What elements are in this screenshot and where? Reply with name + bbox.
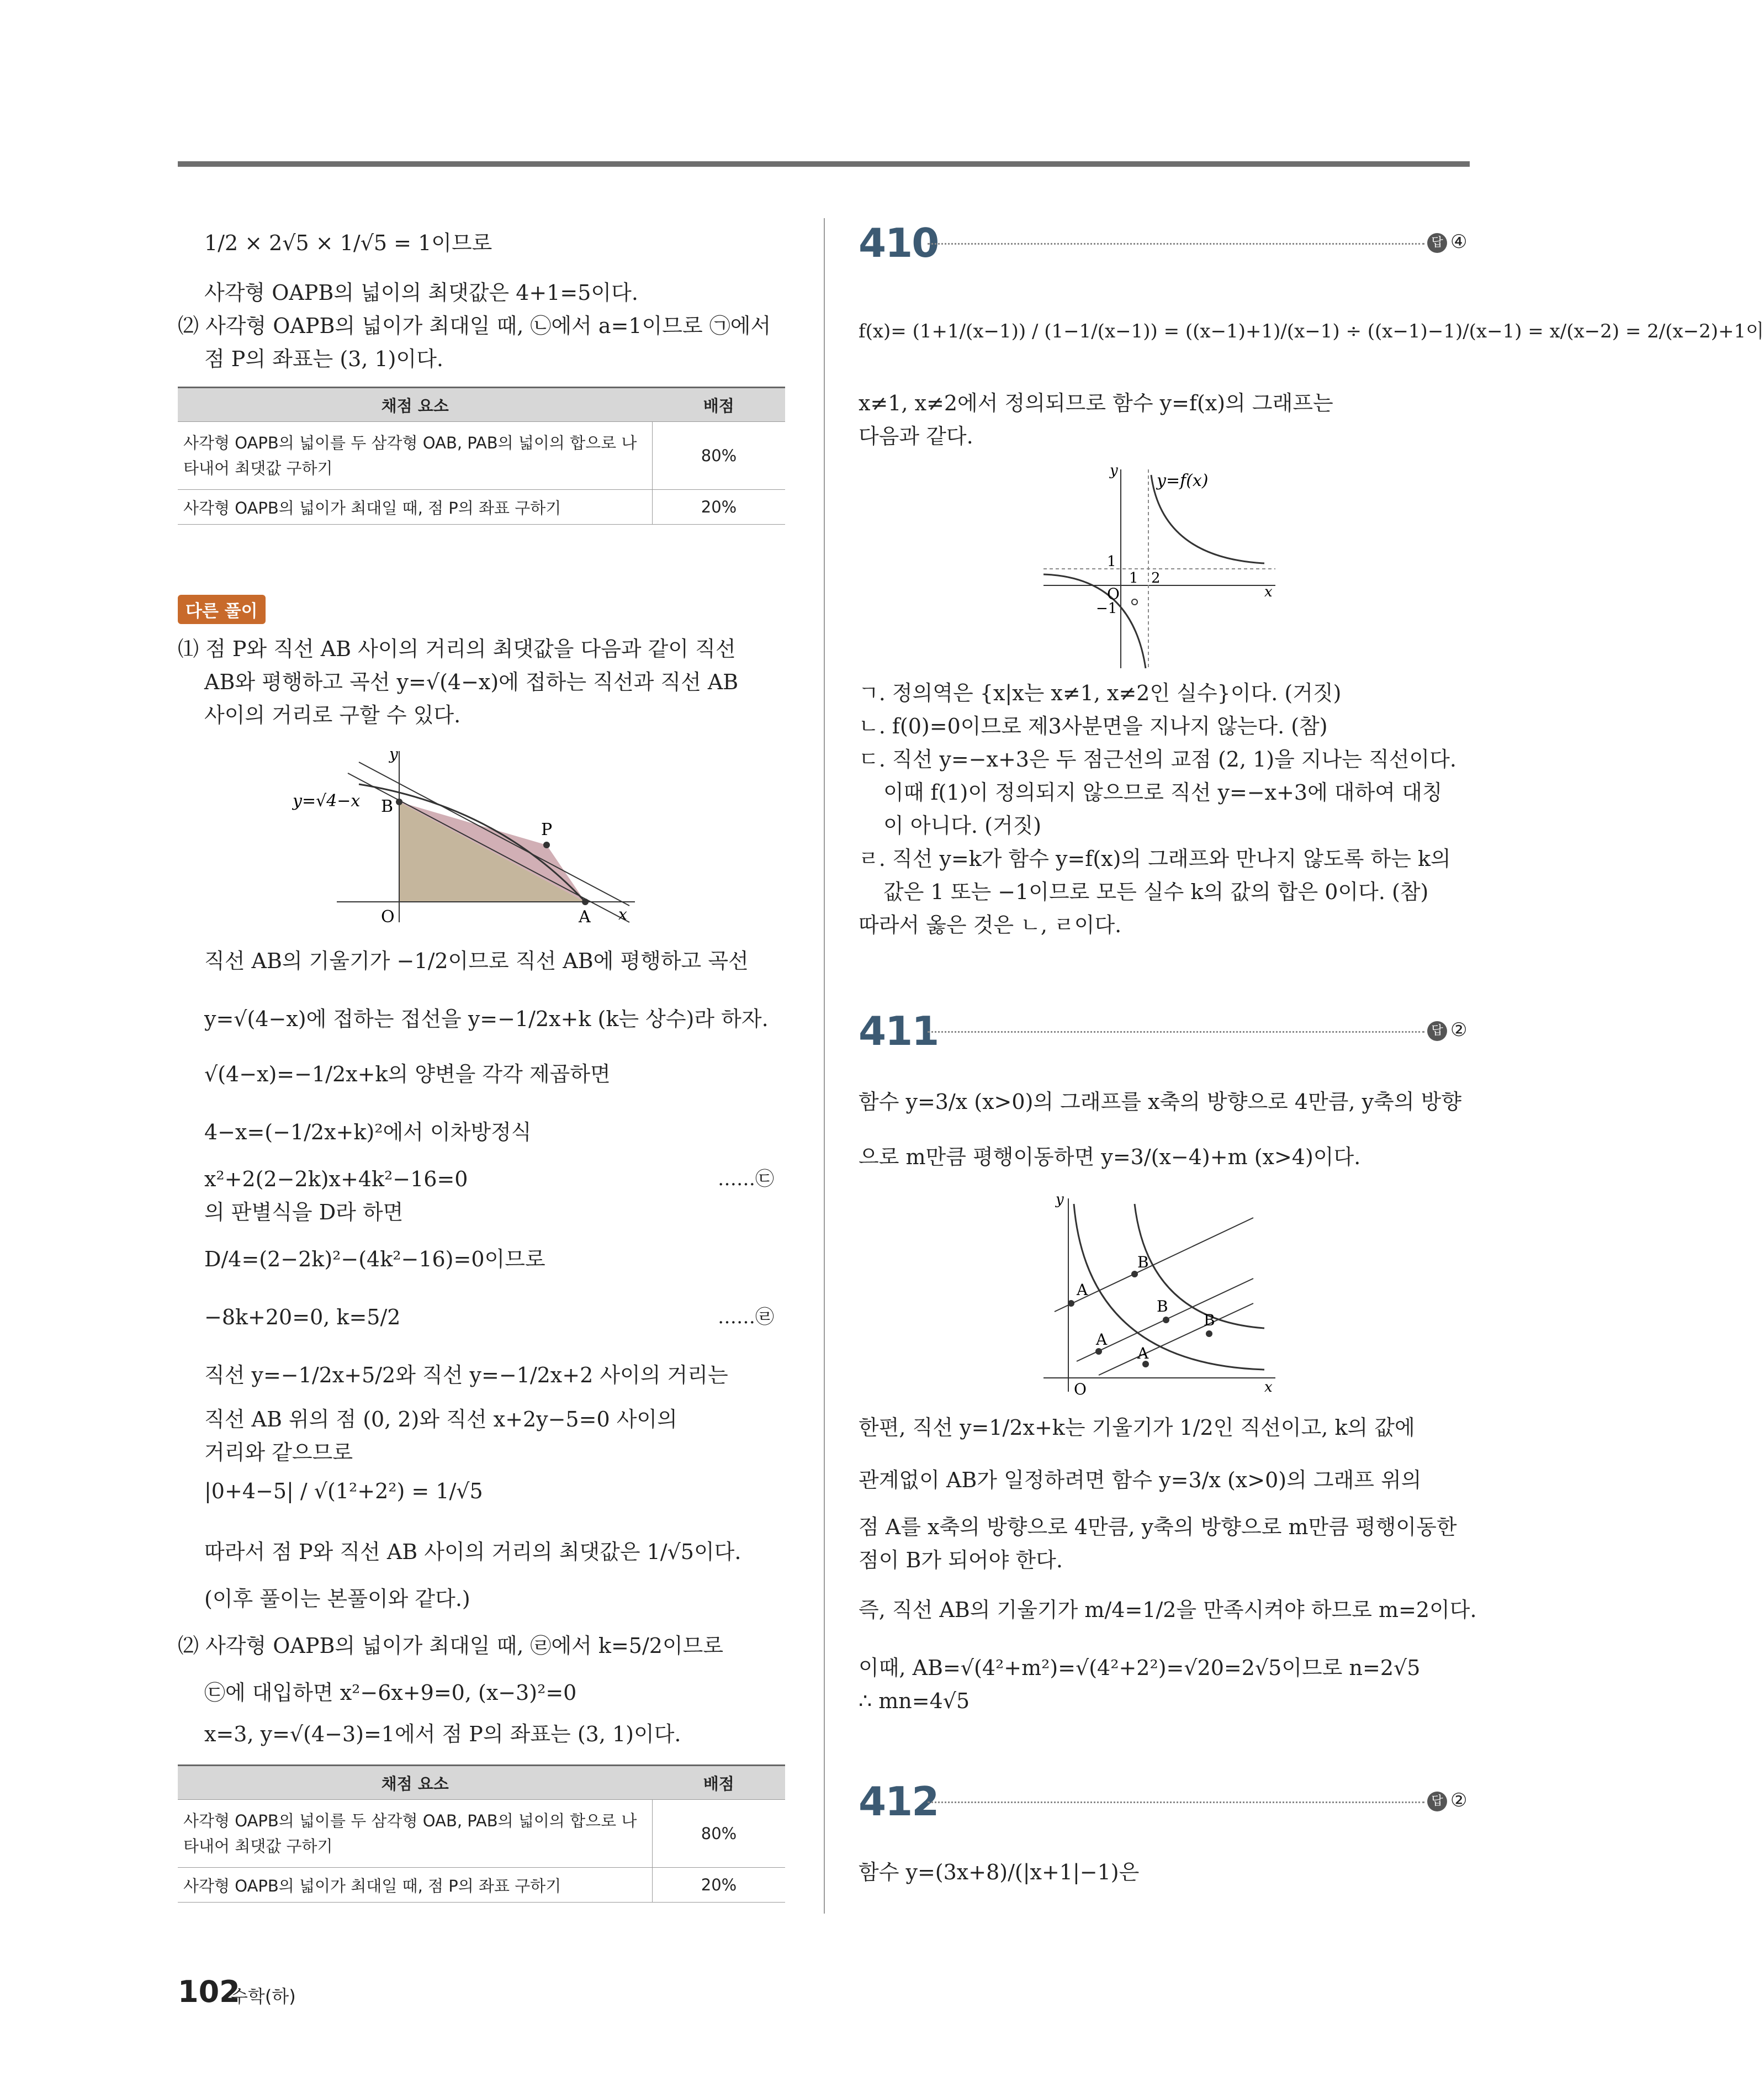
scoring-table-2 bbox=[178, 1764, 785, 1903]
q410-line-3: 다음과 같다. bbox=[859, 424, 973, 448]
label-y: y bbox=[389, 745, 398, 763]
q411-line-4: 관계없이 AB가 일정하려면 함수 y=3/x (x>0)의 그래프 위의 bbox=[859, 1468, 1422, 1492]
point-b bbox=[396, 799, 402, 805]
sol-line-15: ⑵ 사각형 OAPB의 넓이가 최대일 때, ㉣에서 k=5/2이므로 bbox=[178, 1634, 724, 1658]
table-cell: 사각형 OAPB의 넓이가 최대일 때, 점 P의 좌표 구하기 bbox=[178, 1868, 653, 1903]
sol-line-10: 직선 AB 위의 점 (0, 2)와 직선 x+2y−5=0 사이의 bbox=[204, 1407, 677, 1431]
q410-stmt-2: ㄴ. f(0)=0이므로 제3사분면을 지나지 않는다. (참) bbox=[859, 714, 1328, 738]
table-header-score: 배점 bbox=[653, 388, 786, 422]
sol-line-6: 의 판별식을 D라 하면 bbox=[204, 1200, 404, 1224]
left-line-1: 1/2 × 2√5 × 1/√5 = 1이므로 bbox=[204, 231, 492, 255]
parallel-line-3 bbox=[1099, 1303, 1253, 1375]
q410-stmt-3: ㄷ. 직선 y=−x+3은 두 점근선의 교점 (2, 1)을 지나는 직선이다. bbox=[859, 747, 1457, 772]
q412-line-1: 함수 y=(3x+8)/(|x+1|−1)은 bbox=[859, 1860, 1140, 1884]
q410-stmt-8: 따라서 옳은 것은 ㄴ, ㄹ이다. bbox=[859, 913, 1122, 937]
answer-icon: 답 bbox=[1427, 1792, 1447, 1811]
marker-d: ……㉣ bbox=[718, 1306, 774, 1328]
graph-411 bbox=[1043, 1187, 1286, 1397]
column-divider bbox=[824, 218, 825, 1914]
sol-line-8: −8k+20=0, k=5/2 bbox=[204, 1305, 401, 1329]
label-y: y bbox=[1110, 462, 1118, 479]
label-o: O bbox=[381, 907, 395, 927]
curve-label: y=√4−x bbox=[293, 791, 361, 811]
q411-line-6: 점이 B가 되어야 한다. bbox=[859, 1548, 1063, 1572]
answer-icon: 답 bbox=[1427, 1021, 1447, 1041]
sol-line-1: 직선 AB의 기울기가 −1/2이므로 직선 AB에 평행하고 곡선 bbox=[204, 949, 749, 973]
table-header-score: 배점 bbox=[653, 1766, 786, 1800]
answer-value: ② bbox=[1450, 1019, 1468, 1041]
dotted-leader bbox=[928, 243, 1424, 245]
question-number-411: 411 bbox=[859, 1008, 939, 1054]
q411-line-8: 이때, AB=√(4²+m²)=√(4²+2²)=√20=2√5이므로 n=2√5 bbox=[859, 1656, 1421, 1680]
left-line-2: 사각형 OAPB의 넓이의 최댓값은 4+1=5이다. bbox=[204, 281, 638, 305]
table-cell: 사각형 OAPB의 넓이가 최대일 때, 점 P의 좌표 구하기 bbox=[178, 490, 653, 525]
point-b3 bbox=[1206, 1330, 1212, 1337]
answer-410 bbox=[1427, 231, 1467, 253]
graph-sqrt-curve bbox=[276, 740, 651, 928]
sol-line-4: 4−x=(−1/2x+k)²에서 이차방정식 bbox=[204, 1120, 532, 1144]
q410-stmt-4: 이때 f(1)이 정의되지 않으므로 직선 y=−x+3에 대하여 대칭 bbox=[883, 780, 1443, 805]
q411-line-5: 점 A를 x축의 방향으로 4만큼, y축의 방향으로 m만큼 평행이동한 bbox=[859, 1515, 1457, 1539]
label-x: x bbox=[1264, 1379, 1273, 1396]
label-x: x bbox=[1264, 584, 1273, 600]
q411-line-1: 함수 y=3/x (x>0)의 그래프를 x축의 방향으로 4만큼, y축의 방향 bbox=[859, 1090, 1462, 1114]
table-cell: 80% bbox=[653, 422, 786, 490]
label-b2: B bbox=[1157, 1297, 1168, 1315]
sol-line-12: |0+4−5| / √(1²+2²) = 1/√5 bbox=[204, 1479, 483, 1503]
table-cell: 20% bbox=[653, 1868, 786, 1903]
q411-line-7: 즉, 직선 AB의 기울기가 m/4=1/2을 만족시켜야 하므로 m=2이다. bbox=[859, 1598, 1477, 1622]
sol-line-17: x=3, y=√(4−3)=1에서 점 P의 좌표는 (3, 1)이다. bbox=[204, 1722, 681, 1746]
page-number: 102 bbox=[178, 1974, 240, 2009]
label-b1: B bbox=[1137, 1253, 1149, 1271]
q411-line-3: 한편, 직선 y=1/2x+k는 기울기가 1/2인 직선이고, k의 값에 bbox=[859, 1415, 1415, 1440]
alt-line-3: 사이의 거리로 구할 수 있다. bbox=[204, 703, 461, 727]
marker-c: ……㉢ bbox=[718, 1168, 774, 1190]
answer-412 bbox=[1427, 1789, 1467, 1811]
top-rule bbox=[178, 161, 1470, 167]
answer-value: ② bbox=[1450, 1789, 1468, 1811]
sol-line-2: y=√(4−x)에 접하는 접선을 y=−1/2x+k (k는 상수)라 하자. bbox=[204, 1007, 769, 1031]
q410-stmt-1: ㄱ. 정의역은 {x|x는 x≠1, x≠2인 실수}이다. (거짓) bbox=[859, 681, 1342, 705]
label-1-y: 1 bbox=[1107, 553, 1116, 570]
label-o: O bbox=[1107, 585, 1120, 603]
dotted-leader bbox=[928, 1801, 1424, 1803]
table-row bbox=[178, 1868, 785, 1903]
table-cell: 80% bbox=[653, 1800, 786, 1868]
table-cell: 20% bbox=[653, 490, 786, 525]
sol-line-11: 거리와 같으므로 bbox=[204, 1440, 353, 1465]
q410-stmt-5: 이 아니다. (거짓) bbox=[883, 813, 1042, 838]
label-fx: y=f(x) bbox=[1157, 471, 1209, 490]
label-p: P bbox=[541, 820, 553, 839]
curve-shifted bbox=[1135, 1204, 1264, 1328]
sol-line-3: √(4−x)=−1/2x+k의 양변을 각각 제곱하면 bbox=[204, 1062, 611, 1086]
scoring-table-1 bbox=[178, 387, 785, 525]
sol-line-16: ㉢에 대입하면 x²−6x+9=0, (x−3)²=0 bbox=[204, 1681, 577, 1705]
label-x: x bbox=[618, 905, 627, 923]
label-a2: A bbox=[1096, 1330, 1108, 1349]
answer-value: ④ bbox=[1450, 231, 1468, 253]
label-o: O bbox=[1074, 1380, 1087, 1398]
label-a1: A bbox=[1077, 1281, 1088, 1299]
point-b1 bbox=[1131, 1271, 1138, 1277]
question-number-412: 412 bbox=[859, 1778, 939, 1825]
left-line-3: ⑵ 사각형 OAPB의 넓이가 최대일 때, ㉡에서 a=1이므로 ㉠에서 bbox=[178, 314, 771, 338]
q410-line-1: f(x)= (1+1/(x−1)) / (1−1/(x−1)) = ((x−1)+1)/(x−1) ÷ ((x−1)−1)/(x−1) = x/(x−2) = 2/(x−2)+1이 bbox=[859, 320, 1764, 342]
alt-solution-badge: 다른 풀이 bbox=[178, 595, 266, 624]
table-header-criteria: 채점 요소 bbox=[178, 1766, 653, 1800]
dotted-leader bbox=[928, 1031, 1424, 1033]
label-2-x: 2 bbox=[1151, 570, 1161, 587]
subject-title: 수학(하) bbox=[231, 1986, 296, 2007]
answer-411 bbox=[1427, 1019, 1467, 1041]
label-neg1: −1 bbox=[1096, 600, 1117, 617]
table-row bbox=[178, 1800, 785, 1868]
label-b3: B bbox=[1204, 1311, 1215, 1329]
alt-line-1: ⑴ 점 P와 직선 AB 사이의 거리의 최댓값을 다음과 같이 직선 bbox=[178, 637, 736, 661]
point-a bbox=[582, 899, 589, 905]
hole-point bbox=[1132, 599, 1137, 605]
q410-stmt-6: ㄹ. 직선 y=k가 함수 y=f(x)의 그래프와 만나지 않도록 하는 k의 bbox=[859, 847, 1451, 871]
curve-left-branch bbox=[1043, 574, 1146, 668]
table-header-criteria: 채점 요소 bbox=[178, 388, 653, 422]
question-number-410: 410 bbox=[859, 220, 939, 266]
point-a2 bbox=[1095, 1348, 1102, 1355]
q411-line-9: ∴ mn=4√5 bbox=[859, 1689, 970, 1713]
table-row bbox=[178, 490, 785, 525]
label-1-x: 1 bbox=[1129, 570, 1138, 587]
alt-line-2: AB와 평행하고 곡선 y=√(4−x)에 접하는 직선과 직선 AB bbox=[204, 670, 739, 694]
answer-icon: 답 bbox=[1427, 233, 1447, 253]
point-b2 bbox=[1163, 1317, 1169, 1323]
left-line-4: 점 P의 좌표는 (3, 1)이다. bbox=[204, 347, 444, 371]
label-a3: A bbox=[1137, 1344, 1149, 1362]
q410-line-2: x≠1, x≠2에서 정의되므로 함수 y=f(x)의 그래프는 bbox=[859, 391, 1333, 415]
sol-line-9: 직선 y=−1/2x+5/2와 직선 y=−1/2x+2 사이의 거리는 bbox=[204, 1363, 728, 1387]
table-cell: 사각형 OAPB의 넓이를 두 삼각형 OAB, PAB의 넓이의 합으로 나타내어 최댓값 구하기 bbox=[178, 1800, 653, 1868]
point-p bbox=[543, 842, 550, 848]
sol-line-14: (이후 풀이는 본풀이와 같다.) bbox=[204, 1587, 470, 1611]
point-a1 bbox=[1068, 1300, 1074, 1307]
table-cell: 사각형 OAPB의 넓이를 두 삼각형 OAB, PAB의 넓이의 합으로 나타내어 최댓값 구하기 bbox=[178, 422, 653, 490]
label-a: A bbox=[579, 907, 591, 927]
label-b: B bbox=[381, 797, 394, 816]
table-row bbox=[178, 422, 785, 490]
q411-line-2: 으로 m만큼 평행이동하면 y=3/(x−4)+m (x>4)이다. bbox=[859, 1145, 1361, 1169]
q410-stmt-7: 값은 1 또는 −1이므로 모든 실수 k의 값의 합은 0이다. (참) bbox=[883, 880, 1429, 904]
sol-line-5: x²+2(2−2k)x+4k²−16=0 bbox=[204, 1167, 468, 1191]
sol-line-13: 따라서 점 P와 직선 AB 사이의 거리의 최댓값은 1/√5이다. bbox=[204, 1540, 741, 1564]
sol-line-7: D/4=(2−2k)²−(4k²−16)=0이므로 bbox=[204, 1247, 545, 1271]
label-y: y bbox=[1056, 1191, 1064, 1208]
graph-410 bbox=[1043, 458, 1297, 674]
